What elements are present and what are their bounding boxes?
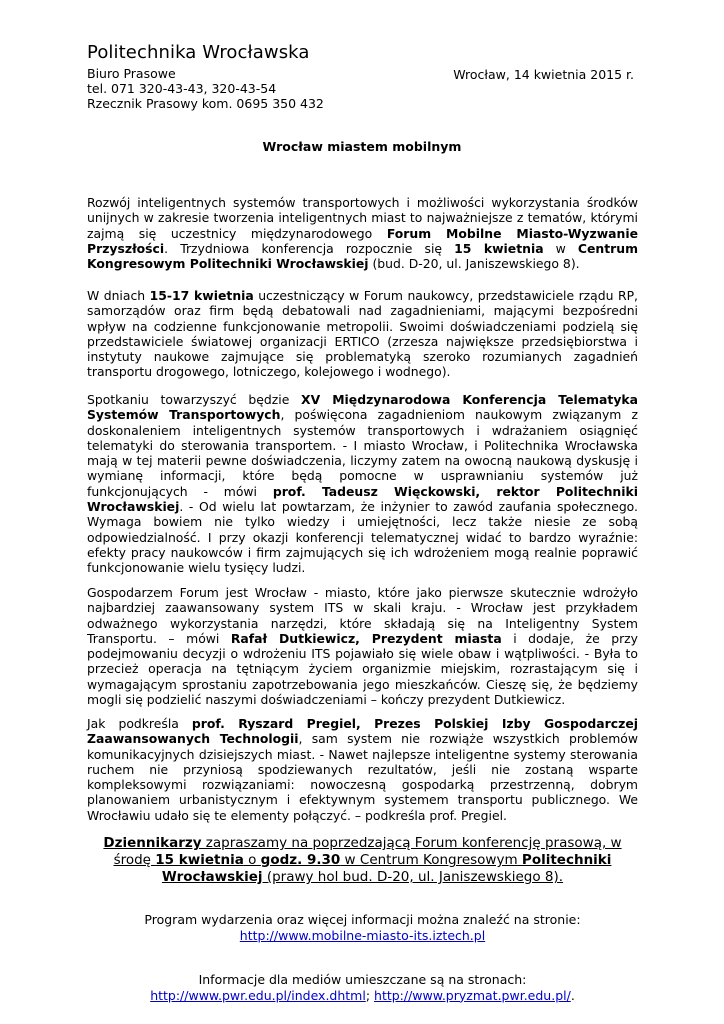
paragraph-5 [87, 716, 638, 823]
text-run: w [543, 240, 578, 256]
university-title: Politechnika Wrocławska [87, 42, 310, 63]
media-info [87, 972, 638, 1003]
bold-run: Dziennikarzy [103, 835, 202, 851]
spokesperson-line: Rzecznik Prasowy kom. 0695 350 432 [87, 96, 324, 111]
text-run: Rozwój inteligentnych systemów transportowych i możliwości wykorzystania środków unijnych w zakresie tworzenia inteligentnych miast to najważniejsze z tematów, którymi zajmą się uczestnicy międzynarodowego [87, 195, 638, 241]
text-run: (bud. D-20, ul. Janiszewskiego 8). [368, 256, 580, 272]
pryzmat-link[interactable]: http://www.pryzmat.pwr.edu.pl/ [374, 987, 571, 1003]
text-run: Spotkaniu towarzyszyć będzie [87, 392, 302, 407]
program-link[interactable]: http://www.mobilne-miasto-its.iztech.pl [239, 927, 486, 943]
text-run: Jak podkreśla [87, 716, 192, 731]
text-run: Gospodarzem Forum jest Wrocław - miasto, które jako pierwsze skutecznie wdrożyło najbardziej zaawansowany system ITS w skali kraju. - Wrocław jest przykładem odważnego wykorzystania narzędzi, które składają się na Inteligentny System Transportu. – mówi [87, 585, 638, 646]
bold-run: Rafał Dutkiewicz, Prezydent miasta [230, 630, 502, 646]
bold-run: 15 kwietnia [454, 240, 544, 256]
bold-run: Centrum Kongresowym Politechniki Wrocławskiej [87, 240, 639, 272]
bold-run: XV Międzynarodowa Konferencja Telematyka Systemów Transportowych [87, 392, 638, 423]
bold-run: Forum Mobilne Miasto-Wyzwanie Przyszłości [87, 225, 638, 256]
link-separator: ; [365, 987, 375, 1003]
press-office-label: Biuro Prasowe [87, 66, 176, 81]
bold-run: 15 kwietnia [155, 852, 244, 868]
text-run: uczestniczący w Forum naukowcy, przedstawiciele rządu RP, samorządów oraz firm będą debatowali nad zagadnieniami, mającymi bezpośredni wpływ na codzienne funkcjonowanie metropolii. Swoimi doświadczeniami podzielą się przedstawiciele światowej organizacji ERTICO (zrzesza największe przedsiębiorstwa i instytuty naukowe zajmujące się problematyką szeroko rozumianych zagadnień transportu drogowego, lotniczego, kolejowego i wodnego). [87, 288, 638, 380]
bold-run: 15-17 kwietnia [149, 288, 254, 303]
bold-run: prof. Ryszard Pregiel, Prezes Polskiej Izby Gospodarczej Zaawansowanych Technologii [87, 716, 638, 747]
program-info [87, 912, 638, 943]
pwr-link[interactable]: http://www.pwr.edu.pl/index.dhtml [150, 987, 366, 1003]
program-text: Program wydarzenia oraz więcej informacji można znaleźć na stronie: [144, 912, 581, 927]
text-run: (prawy hol bud. D-20, ul. Janiszewskiego 8). [262, 869, 564, 885]
paragraph-1 [87, 195, 638, 271]
text-run: i dodaje, że przy podejmowaniu decyzji o wdrożeniu ITS pojawiało się wiele obaw i wątpliwości. - Była to przecież operacja na tętniącym życiem organizmie miejskim, rozrastającym się i wymagającym sprostaniu zapotrzebowania jego mieszkańców. Cieszę się, że będziemy mogli się podzielić naszymi doświadczeniami – kończy prezydent Dutkiewicz. [87, 630, 639, 708]
bold-run: Politechniki Wrocławskiej [161, 852, 612, 885]
media-links [87, 988, 638, 1004]
release-date: Wrocław, 14 kwietnia 2015 r. [453, 67, 634, 82]
text-run: . - Od wielu lat powtarzam, że inżynier to zawód zaufania społecznego. Wymaga bowiem nie tylko wiedzy i umiejętności, lecz także niesie ze sobą odpowiedzialność. I przy okazji konferencji telematycznej widać to bardzo wyraźnie: efekty pracy naukowców i firm zajmujących się ich wdrożeniem mogą realnie poprawić funkcjonowanie wielu tysięcy ludzi. [87, 499, 638, 576]
text-run: o [243, 852, 261, 868]
paragraph-2 [87, 288, 638, 380]
media-text: Informacje dla mediów umieszczane są na stronach: [198, 972, 527, 987]
headline: Wrocław miastem mobilnym [262, 139, 462, 154]
bold-run: prof. Tadeusz Więckowski, rektor Politechniki Wrocławskiej [87, 483, 638, 515]
paragraph-3 [87, 392, 638, 576]
paragraph-4 [87, 585, 638, 707]
press-invitation [87, 835, 638, 886]
bold-run: godz. 9.30 [260, 852, 341, 868]
text-run: W dniach [87, 288, 150, 303]
text-run: zapraszamy na poprzedzającą Forum konferencję prasową, w środę [113, 835, 622, 868]
text-run: . Trzydniowa konferencja rozpocznie się [164, 240, 455, 256]
phone-line: tel. 071 320-43-43, 320-43-54 [87, 81, 277, 96]
period: . [570, 987, 575, 1003]
text-run: w Centrum Kongresowym [340, 852, 522, 868]
text-run: , sam system nie rozwiąże wszystkich problemów komunikacyjnych dzisiejszych miast. - Nawet najlepsze inteligentne systemy sterowania ruchem nie przyniosą spodziewanych rezultatów, jeśli nie zostaną wsparte kompleksowymi rozwiązaniami: nowoczesną gospodarką przestrzenną, dobrym planowaniem urbanistycznym i efektywnym systemem transportu publicznego. We Wrocławiu udało się te elementy połączyć. – podkreśla prof. Pregiel. [87, 731, 638, 823]
text-run: , poświęcona zagadnieniom naukowym związanym z doskonaleniem inteligentnych systemów transportowych i wdrażaniem osiągnięć telematyki do sterowania transportem. - I miasto Wrocław, i Politechnika Wrocławska mają w tej materii pewne doświadczenia, liczymy zatem na owocną naukową dyskusję i wymianę informacji, które będą pomocne w usprawnianiu systemów już funkcjonujących - mówi [87, 407, 638, 499]
